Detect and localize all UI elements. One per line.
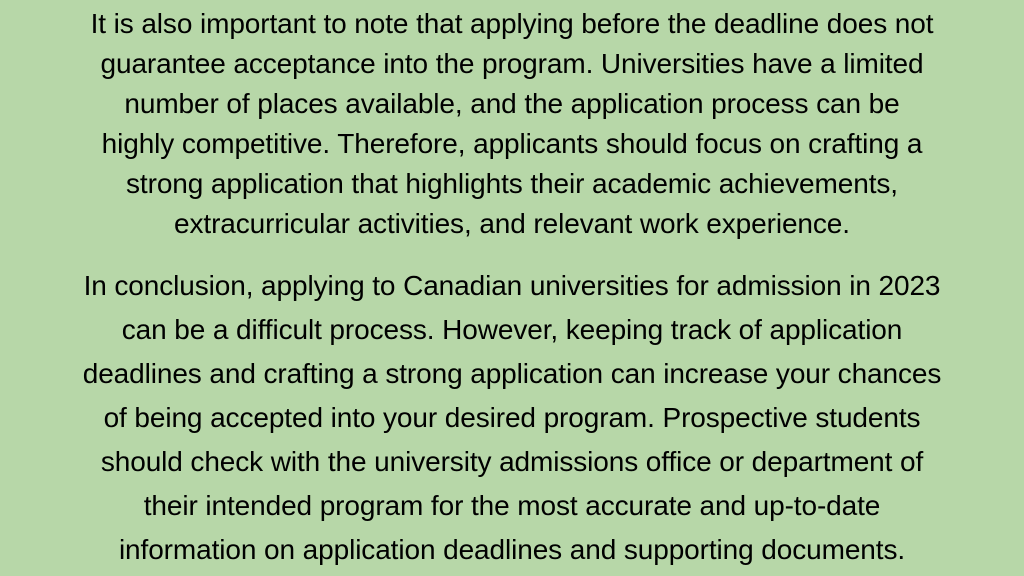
text-line: guarantee acceptance into the program. Universities have a limited bbox=[100, 48, 924, 79]
text-line: number of places available, and the application process can be bbox=[124, 88, 900, 119]
text-line: should check with the university admissions office or department of bbox=[100, 446, 924, 477]
text-line: extracurricular activities, and relevant work experience. bbox=[174, 208, 850, 239]
text-line: highly competitive. Therefore, applicants should focus on crafting a bbox=[101, 128, 923, 159]
text-line: strong application that highlights their academic achievements, bbox=[126, 168, 898, 199]
text-line: It is also important to note that applying before the deadline does not bbox=[90, 8, 934, 39]
text-line: can be a difficult process. However, keeping track of application bbox=[121, 314, 903, 345]
paragraph-deadline-note bbox=[0, 4, 1024, 244]
text-line: information on application deadlines and supporting documents. bbox=[118, 534, 906, 565]
paragraph-conclusion bbox=[0, 264, 1024, 572]
text-line: deadlines and crafting a strong application can increase your chances bbox=[82, 358, 942, 389]
text-line: of being accepted into your desired program. Prospective students bbox=[103, 402, 921, 433]
text-line: their intended program for the most accurate and up-to-date bbox=[143, 490, 881, 521]
text-line: In conclusion, applying to Canadian universities for admission in 2023 bbox=[83, 270, 941, 301]
